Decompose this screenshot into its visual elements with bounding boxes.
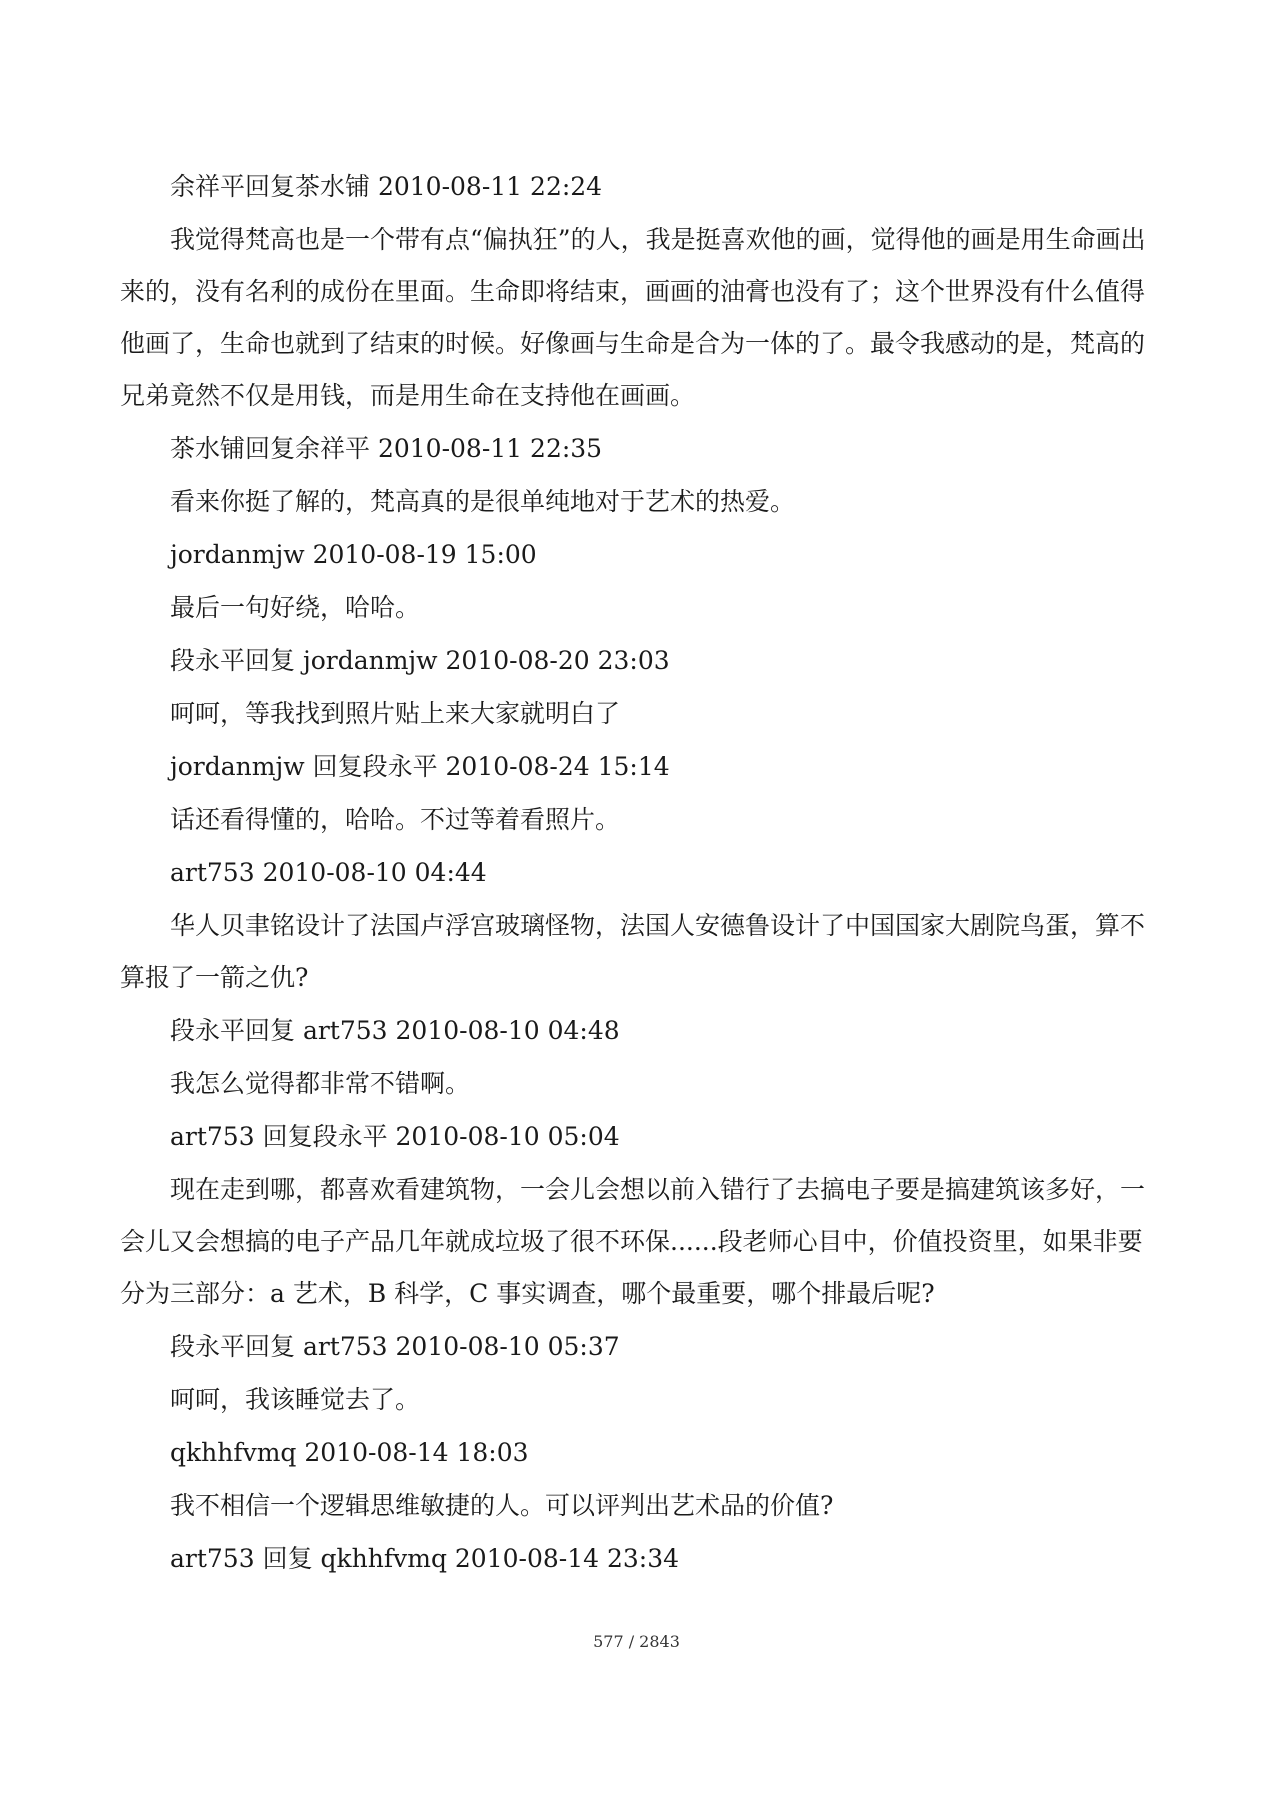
post-header: art753 回复段永平 2010-08-10 05:04 [170, 1122, 620, 1151]
post-header: jordanmjw 2010-08-19 15:00 [170, 540, 537, 569]
post-body: 华人贝聿铭设计了法国卢浮宫玻璃怪物，法国人安德鲁设计了中国国家大剧院鸟蛋，算不算报了一箭之仇? [120, 911, 1146, 992]
post-body: 现在走到哪，都喜欢看建筑物，一会儿会想以前入错行了去搞电子要是搞建筑该多好，一会儿又会想搞的电子产品几年就成垃圾了很不环保......段老师心目中，价值投资里，如果非要分为三部分：a 艺术，B 科学，C 事实调查，哪个最重要，哪个排最后呢? [120, 1175, 1146, 1308]
post-header: 段永平回复 jordanmjw 2010-08-20 23:03 [170, 646, 670, 675]
page-content [120, 160, 1160, 1586]
post-header: 余祥平回复茶水铺 2010-08-11 22:24 [170, 172, 603, 201]
post-header: art753 回复 qkhhfvmq 2010-08-14 23:34 [170, 1544, 680, 1573]
post-body: 我觉得梵高也是一个带有点“偏执狂”的人，我是挺喜欢他的画，觉得他的画是用生命画出来的，没有名利的成份在里面。生命即将结束，画画的油膏也没有了；这个世界没有什么值得他画了，生命也就到了结束的时候。好像画与生命是合为一体的了。最令我感动的是，梵高的兄弟竟然不仅是用钱，而是用生命在支持他在画画。 [120, 225, 1146, 410]
post-body: 我怎么觉得都非常不错啊。 [170, 1069, 471, 1098]
post-body: 看来你挺了解的，梵高真的是很单纯地对于艺术的热爱。 [170, 487, 796, 516]
post-body: 最后一句好绕，哈哈。 [170, 593, 421, 622]
post-header: jordanmjw 回复段永平 2010-08-24 15:14 [170, 752, 670, 781]
post-body: 呵呵，我该睡觉去了。 [170, 1385, 421, 1414]
post-header: qkhhfvmq 2010-08-14 18:03 [170, 1438, 529, 1467]
post-header: 段永平回复 art753 2010-08-10 05:37 [170, 1332, 620, 1361]
post-body: 我不相信一个逻辑思维敏捷的人。可以评判出艺术品的价值? [170, 1491, 834, 1520]
post-body: 话还看得懂的，哈哈。不过等着看照片。 [170, 805, 621, 834]
post-header: art753 2010-08-10 04:44 [170, 858, 487, 887]
post-body: 呵呵，等我找到照片贴上来大家就明白了 [170, 699, 621, 728]
page-number: 577 / 2843 [593, 1632, 680, 1651]
post-header: 段永平回复 art753 2010-08-10 04:48 [170, 1016, 620, 1045]
post-header: 茶水铺回复余祥平 2010-08-11 22:35 [170, 434, 603, 463]
